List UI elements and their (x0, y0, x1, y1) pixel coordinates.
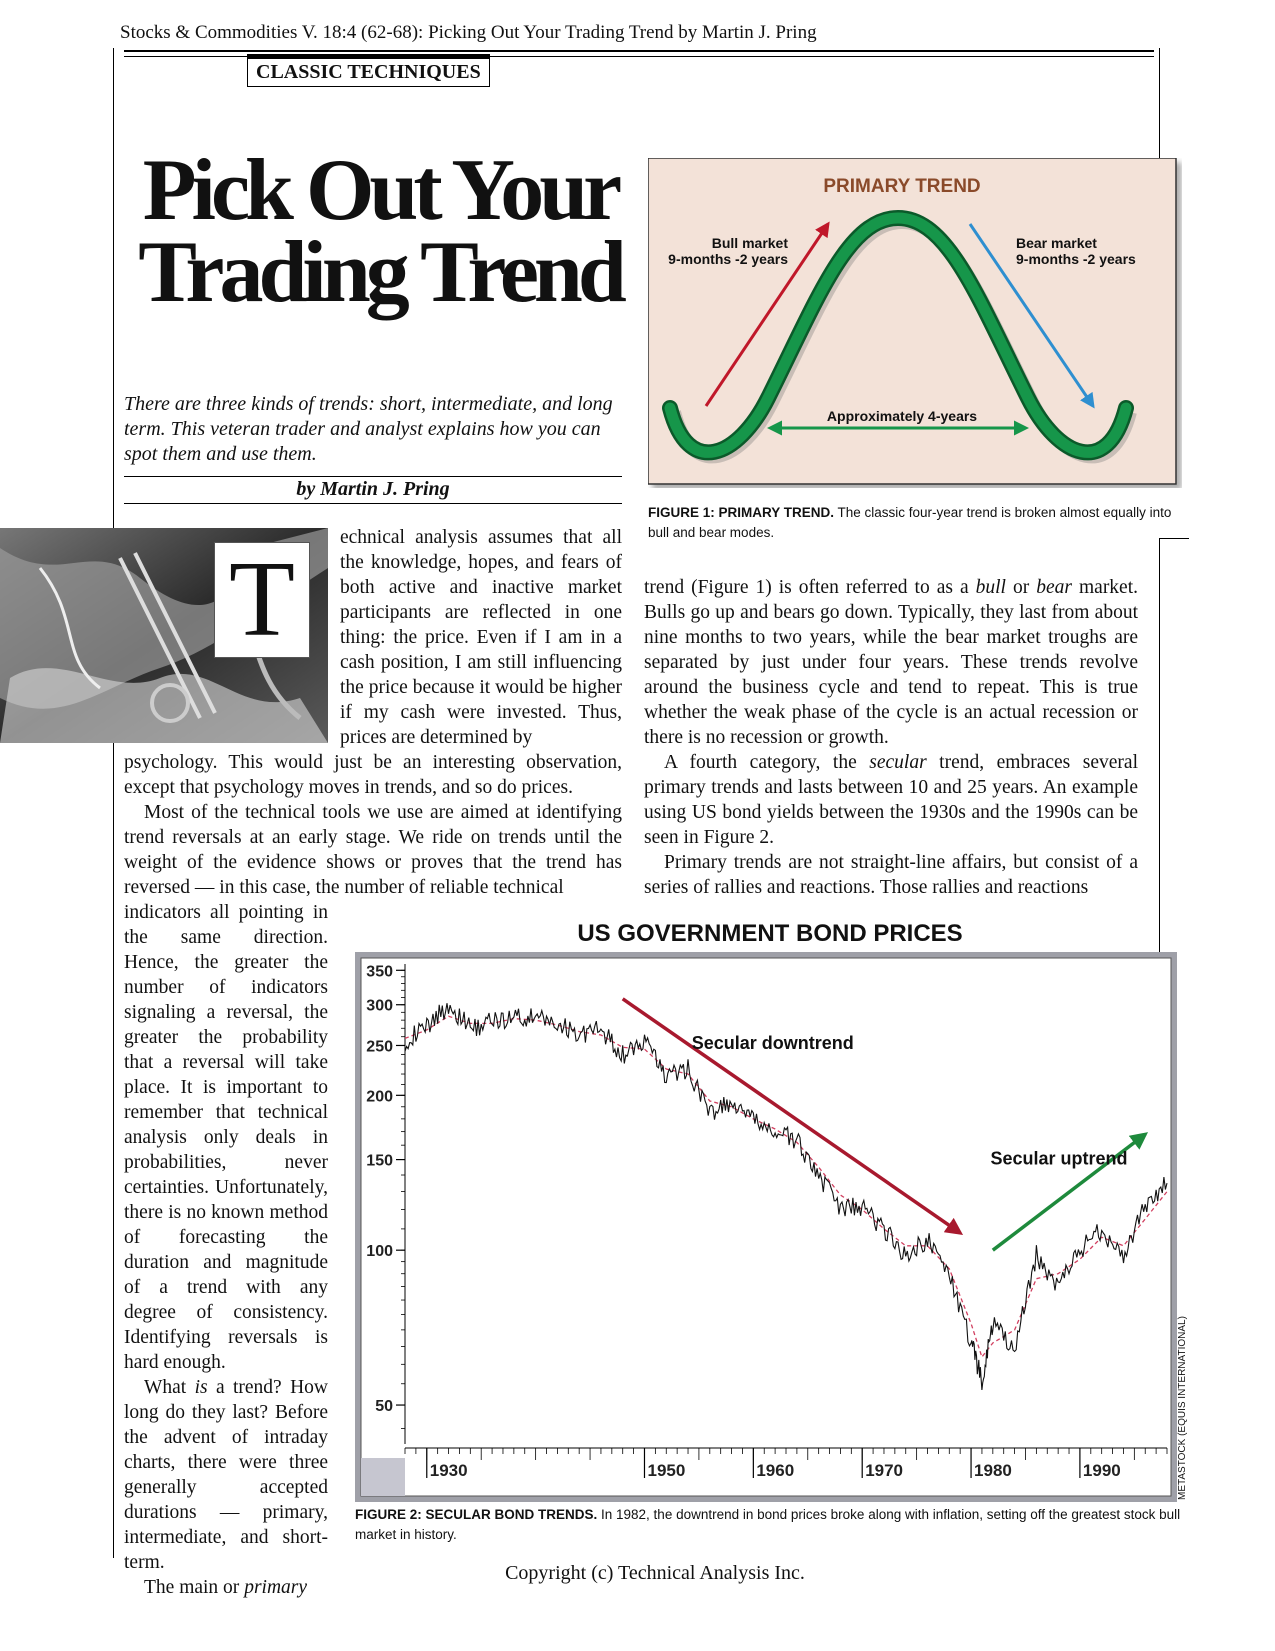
chart-title: US GOVERNMENT BOND PRICES (577, 920, 963, 947)
byline-rule-bottom (124, 503, 622, 504)
y-tick-label: 100 (366, 1243, 393, 1261)
chart-corner (361, 1458, 405, 1496)
column-rule-left (113, 48, 114, 1558)
x-tick-label: 1980 (974, 1461, 1012, 1480)
figure2-caption: FIGURE 2: SECULAR BOND TRENDS. In 1982, the downtrend in bond prices broke along with inflation, setting off the greatest stock bull market in history. (355, 1507, 1181, 1542)
col2-p1: trend (Figure 1) is often referred to as a bull or bear market. Bulls go up and bears go down. Typically, they last from about nine months to two years, while the bear market troughs are separated by just under four years. These trends revolve around the business cycle and tend to repeat. This is true whether the weak phase of the cycle is an actual recession or there is no recession or growth. (644, 577, 1139, 748)
x-tick-label: 1970 (865, 1461, 904, 1480)
y-tick-label: 200 (366, 1088, 393, 1106)
col2-p2: A fourth category, the secular trend, embraces several primary trends and lasts between 10 and 25 years. An example using US bond yields between the 1930s and the 1990s can be seen in Figure 2. (644, 752, 1138, 848)
col1-p1-full: psychology. This would just be an interesting observation, except that psychology moves in trends, and so do prices. (124, 752, 622, 798)
title-line-2: Trading Trend (138, 224, 622, 321)
title-line-1: Pick Out Your (142, 142, 618, 239)
col2-paragraphs (644, 575, 1138, 900)
running-head: Stocks & Commodities V. 18:4 (62-68): Picking Out Your Trading Trend by Martin J. Pring (120, 22, 817, 43)
col1-p1-wrap: echnical analysis assumes that all the knowledge, hopes, and fears of both active and inactive market participants are reflected in one thing: the price. Even if I am in a cash position, I am still influencing the price because it would be higher if my cash were invested. Thus, prices are determined by (340, 527, 622, 748)
col1-paragraphs-narrow (124, 900, 328, 1600)
x-tick-label: 1950 (647, 1461, 686, 1480)
article-title (120, 142, 640, 321)
byline-rule-top (124, 476, 622, 477)
span-label: Approximately 4-years (826, 408, 978, 424)
secular-downtrend-label: Secular downtrend (691, 1032, 854, 1053)
y-tick-label: 250 (366, 1038, 393, 1056)
column-rule-right (1159, 48, 1160, 158)
y-tick-label: 300 (366, 997, 393, 1015)
figure1-title: PRIMARY TREND (823, 176, 981, 197)
x-tick-label: 1930 (429, 1461, 468, 1480)
col1-paragraph-wrap (340, 525, 622, 750)
bull-duration: 9-months -2 years (668, 251, 788, 267)
col2-p3: Primary trends are not straight-line affairs, but consist of a series of rallies and reactions. Those rallies and reactions (644, 852, 1138, 898)
section-label: CLASSIC TECHNIQUES (247, 54, 490, 87)
col1-p4: The main or primary (144, 1577, 308, 1598)
drop-cap: T (214, 542, 310, 658)
figure1-primary-trend (648, 158, 1182, 488)
col1-p2-full: Most of the technical tools we use are aimed at identifying trend reversals at an early stage. We ride on trends until the weight of the evidence shows or proves that the trend has reversed — in this case, the number of reliable technical (124, 802, 622, 898)
col1-p2-narrow: indicators all pointing in the same direction. Hence, the greater the number of indicators signaling a reversal, the greater the probability that a reversal will take place. It is important to remember that technical analysis only deals in probabilities, never certainties. Unfortunately, there is no known method of forecasting the duration and magnitude of a trend with any degree of consistency. Identifying reversals is hard enough. (124, 902, 328, 1373)
figure1-background (648, 158, 1176, 484)
article-dek: There are three kinds of trends: short, intermediate, and long term. This veteran trader and analyst explains how you can spot them and use them. (124, 393, 613, 465)
y-tick-label: 350 (366, 963, 393, 981)
y-tick-label: 50 (375, 1398, 393, 1416)
y-tick-label: 150 (366, 1152, 393, 1170)
secular-uptrend-label: Secular uptrend (990, 1148, 1128, 1169)
bear-duration: 9-months -2 years (1016, 251, 1136, 267)
col1-p3: What is a trend? How long do they last? Before the advent of intraday charts, there were three generally accepted durations — primary, intermediate, and short-term. (124, 1377, 328, 1573)
figure2-bond-chart (355, 952, 1177, 1502)
header-rule (124, 50, 1154, 52)
figure1-caption: FIGURE 1: PRIMARY TREND. The classic four-year trend is broken almost equally into bull and bear modes. (648, 505, 1172, 540)
col1-paragraphs-full (124, 750, 622, 900)
byline: by Martin J. Pring (296, 478, 450, 500)
copyright: Copyright (c) Technical Analysis Inc. (505, 1562, 805, 1584)
chart-credit: METASTOCK (EQUIS INTERNATIONAL) (1177, 1316, 1188, 1500)
bear-label: Bear market (1016, 235, 1097, 251)
x-tick-label: 1990 (1082, 1461, 1121, 1480)
bull-label: Bull market (711, 235, 788, 251)
x-tick-label: 1960 (756, 1461, 795, 1480)
column-rule-right-lower (1159, 538, 1160, 958)
